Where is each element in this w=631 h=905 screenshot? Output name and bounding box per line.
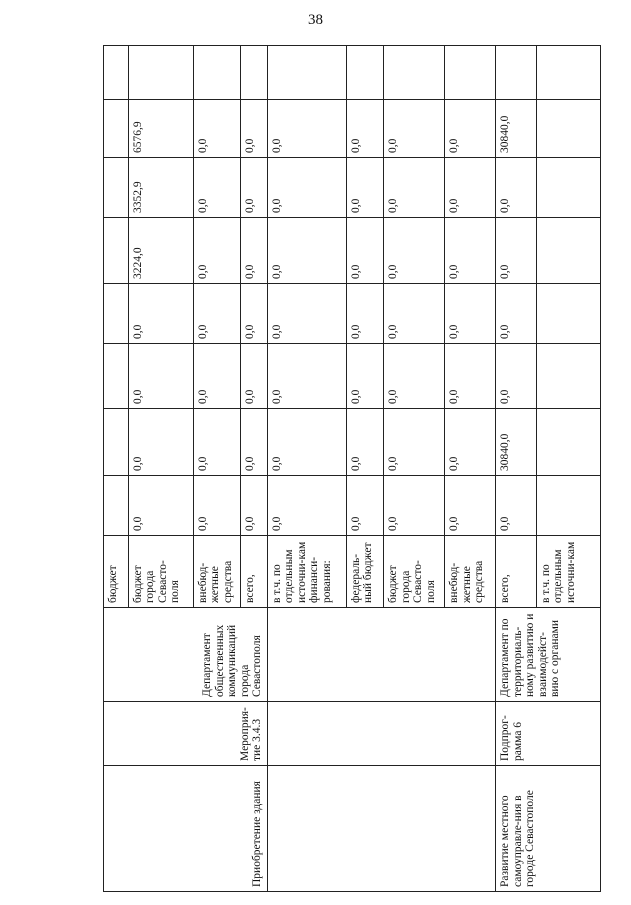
value-cell: 0,0 xyxy=(267,284,346,344)
value-cell: 30840,0 xyxy=(496,100,537,158)
value-cell: 0,0 xyxy=(445,476,496,536)
value-cell: 0,0 xyxy=(267,218,346,284)
funding-source-cell: федераль-ный бюджет xyxy=(346,536,383,608)
value-cell: 0,0 xyxy=(346,218,383,284)
executor-cell xyxy=(267,608,495,702)
value-cell: 6576,9 xyxy=(128,100,193,158)
value-cell: 0,0 xyxy=(193,344,241,409)
value-cell: 0,0 xyxy=(241,158,268,218)
program-code-cell xyxy=(267,702,495,766)
value-cell: 3352,9 xyxy=(128,158,193,218)
value-cell: 0,0 xyxy=(241,476,268,536)
value-cell xyxy=(536,218,600,284)
value-cell: 0,0 xyxy=(241,284,268,344)
funding-source-cell: бюджет города Севасто-поля xyxy=(128,536,193,608)
value-cell: 0,0 xyxy=(496,218,537,284)
value-cell: 0,0 xyxy=(193,409,241,476)
value-cell: 0,0 xyxy=(384,100,445,158)
table-row xyxy=(104,46,129,892)
executor-cell: Департамент по территориаль-ному развитию и взаимодейст-вию с органами xyxy=(496,608,601,702)
value-cell: 0,0 xyxy=(241,344,268,409)
value-cell: 0,0 xyxy=(267,409,346,476)
value-cell: 0,0 xyxy=(193,100,241,158)
value-cell xyxy=(128,46,193,100)
value-cell: 0,0 xyxy=(346,158,383,218)
value-cell: 0,0 xyxy=(445,100,496,158)
value-cell xyxy=(536,409,600,476)
value-cell xyxy=(496,46,537,100)
value-cell xyxy=(193,46,241,100)
value-cell: 0,0 xyxy=(445,409,496,476)
value-cell: 0,0 xyxy=(346,476,383,536)
table-body xyxy=(104,46,601,892)
financing-table xyxy=(103,45,601,892)
value-cell: 0,0 xyxy=(496,476,537,536)
value-cell xyxy=(104,100,129,158)
value-cell: 0,0 xyxy=(241,100,268,158)
event-name-cell: Приобретение здания xyxy=(104,766,268,892)
value-cell xyxy=(536,284,600,344)
value-cell: 0,0 xyxy=(384,284,445,344)
value-cell: 0,0 xyxy=(496,158,537,218)
value-cell: 0,0 xyxy=(384,409,445,476)
table-row xyxy=(267,46,346,892)
page-number: 38 xyxy=(308,12,323,28)
value-cell: 0,0 xyxy=(445,158,496,218)
value-cell: 0,0 xyxy=(346,344,383,409)
program-code-cell: Мероприя-тие 3.4.3 xyxy=(104,702,268,766)
value-cell xyxy=(104,476,129,536)
value-cell xyxy=(536,344,600,409)
value-cell xyxy=(445,46,496,100)
value-cell: 0,0 xyxy=(193,284,241,344)
value-cell: 0,0 xyxy=(445,218,496,284)
funding-source-cell: всего, xyxy=(496,536,537,608)
value-cell: 0,0 xyxy=(241,409,268,476)
executor-cell: Департамент общественных коммуникаций города Севастополя xyxy=(104,608,268,702)
value-cell xyxy=(346,46,383,100)
value-cell xyxy=(241,46,268,100)
value-cell xyxy=(536,46,600,100)
event-name-cell xyxy=(267,766,495,892)
value-cell: 0,0 xyxy=(128,409,193,476)
value-cell: 0,0 xyxy=(128,344,193,409)
value-cell xyxy=(104,158,129,218)
funding-source-cell: внебюд-жетные средства xyxy=(193,536,241,608)
funding-source-cell: в т.ч. по отдельным источни-кам финанси-рования: xyxy=(267,536,346,608)
event-name-cell: Развитие местного самоуправле-ния в городе Севастополе xyxy=(496,766,601,892)
funding-source-cell: в т.ч. по отдельным источни-кам xyxy=(536,536,600,608)
value-cell xyxy=(104,284,129,344)
value-cell: 0,0 xyxy=(496,344,537,409)
program-code-cell: Подпрог-рамма 6 xyxy=(496,702,601,766)
value-cell xyxy=(104,218,129,284)
value-cell: 0,0 xyxy=(496,284,537,344)
value-cell: 3224,0 xyxy=(128,218,193,284)
value-cell: 0,0 xyxy=(445,344,496,409)
funding-source-cell: внебюд-жетные средства xyxy=(445,536,496,608)
value-cell xyxy=(104,344,129,409)
value-cell: 0,0 xyxy=(241,218,268,284)
value-cell: 0,0 xyxy=(384,218,445,284)
value-cell xyxy=(267,46,346,100)
value-cell: 0,0 xyxy=(267,344,346,409)
value-cell: 0,0 xyxy=(384,158,445,218)
value-cell: 0,0 xyxy=(267,476,346,536)
value-cell xyxy=(536,100,600,158)
value-cell: 0,0 xyxy=(267,100,346,158)
value-cell: 0,0 xyxy=(384,344,445,409)
value-cell xyxy=(104,46,129,100)
value-cell: 0,0 xyxy=(267,158,346,218)
value-cell: 30840,0 xyxy=(496,409,537,476)
value-cell xyxy=(104,409,129,476)
value-cell: 0,0 xyxy=(128,284,193,344)
value-cell: 0,0 xyxy=(193,476,241,536)
value-cell: 0,0 xyxy=(346,100,383,158)
value-cell: 0,0 xyxy=(384,476,445,536)
value-cell: 0,0 xyxy=(128,476,193,536)
funding-source-cell: бюджет города Севасто-поля xyxy=(384,536,445,608)
rotated-table-container xyxy=(103,46,601,892)
table-row xyxy=(496,46,537,892)
value-cell: 0,0 xyxy=(445,284,496,344)
value-cell xyxy=(384,46,445,100)
value-cell: 0,0 xyxy=(193,158,241,218)
value-cell xyxy=(536,476,600,536)
funding-source-cell: бюджет xyxy=(104,536,129,608)
funding-source-cell: всего, xyxy=(241,536,268,608)
value-cell xyxy=(536,158,600,218)
value-cell: 0,0 xyxy=(193,218,241,284)
value-cell: 0,0 xyxy=(346,409,383,476)
value-cell: 0,0 xyxy=(346,284,383,344)
